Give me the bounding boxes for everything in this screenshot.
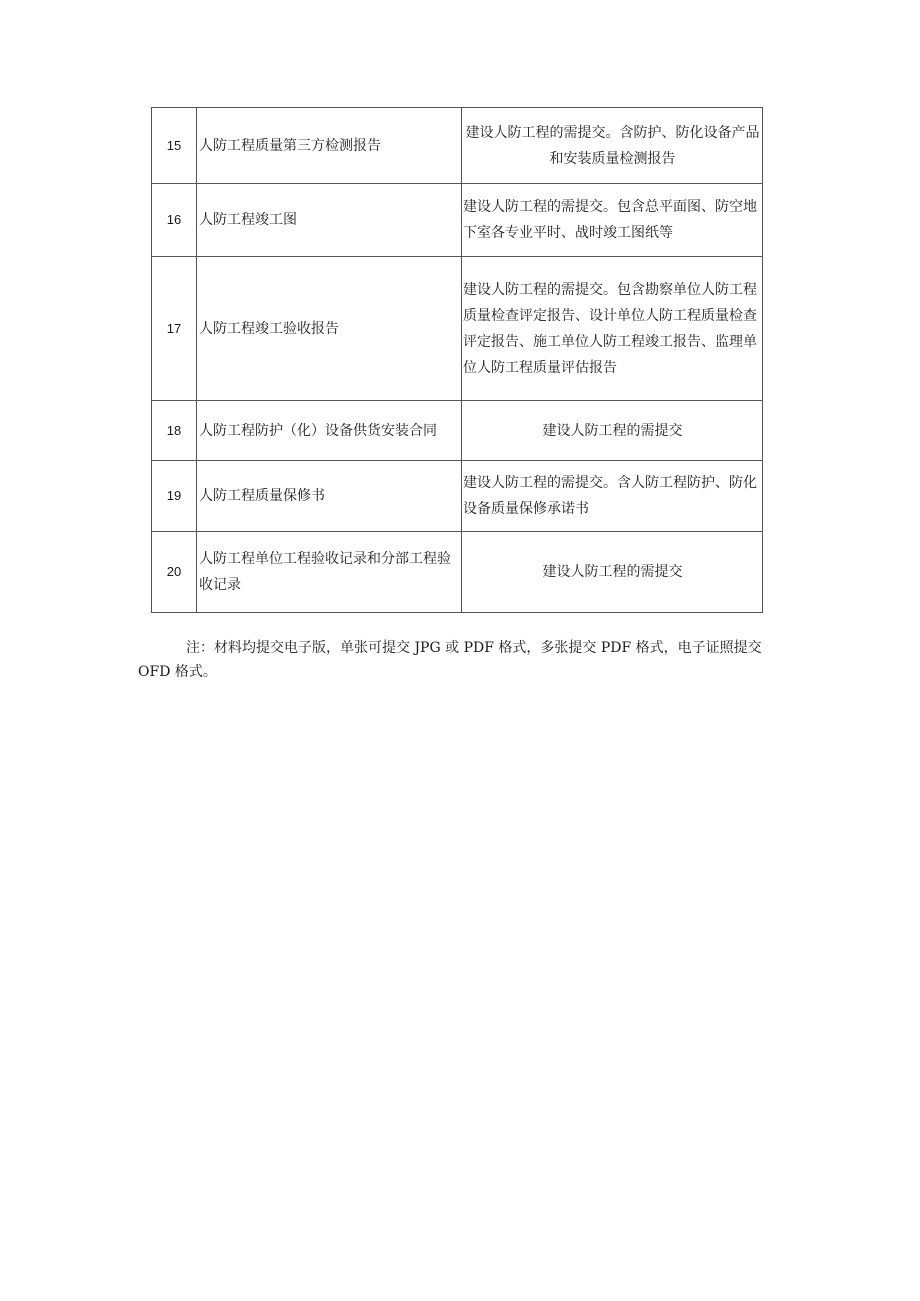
material-name: 人防工程单位工程验收记录和分部工程验收记录 xyxy=(197,532,462,613)
material-name: 人防工程防护（化）设备供货安装合同 xyxy=(197,401,462,461)
footnote: 注：材料均提交电子版，单张可提交 JPG 或 PDF 格式，多张提交 PDF 格式，电子证照提交 OFD 格式。 xyxy=(138,640,762,680)
material-name: 人防工程质量保修书 xyxy=(197,461,462,532)
table-row xyxy=(152,461,763,532)
material-requirement: 建设人防工程的需提交。包含勘察单位人防工程质量检查评定报告、设计单位人防工程质量检查评定报告、施工单位人防工程竣工报告、监理单位人防工程质量评估报告 xyxy=(462,257,763,401)
row-number: 15 xyxy=(152,108,197,184)
materials-table xyxy=(151,107,763,613)
row-number: 17 xyxy=(152,257,197,401)
material-name: 人防工程质量第三方检测报告 xyxy=(197,108,462,184)
material-requirement: 建设人防工程的需提交。含防护、防化设备产品和安装质量检测报告 xyxy=(462,108,763,184)
material-name: 人防工程竣工图 xyxy=(197,184,462,257)
table-row xyxy=(152,532,763,613)
material-name: 人防工程竣工验收报告 xyxy=(197,257,462,401)
row-number: 18 xyxy=(152,401,197,461)
table-row xyxy=(152,184,763,257)
row-number: 16 xyxy=(152,184,197,257)
material-requirement: 建设人防工程的需提交 xyxy=(462,401,763,461)
table-row xyxy=(152,401,763,461)
material-requirement: 建设人防工程的需提交。含人防工程防护、防化设备质量保修承诺书 xyxy=(462,461,763,532)
row-number: 20 xyxy=(152,532,197,613)
table-row xyxy=(152,108,763,184)
row-number: 19 xyxy=(152,461,197,532)
material-requirement: 建设人防工程的需提交。包含总平面图、防空地下室各专业平时、战时竣工图纸等 xyxy=(462,184,763,257)
table-row xyxy=(152,257,763,401)
material-requirement: 建设人防工程的需提交 xyxy=(462,532,763,613)
